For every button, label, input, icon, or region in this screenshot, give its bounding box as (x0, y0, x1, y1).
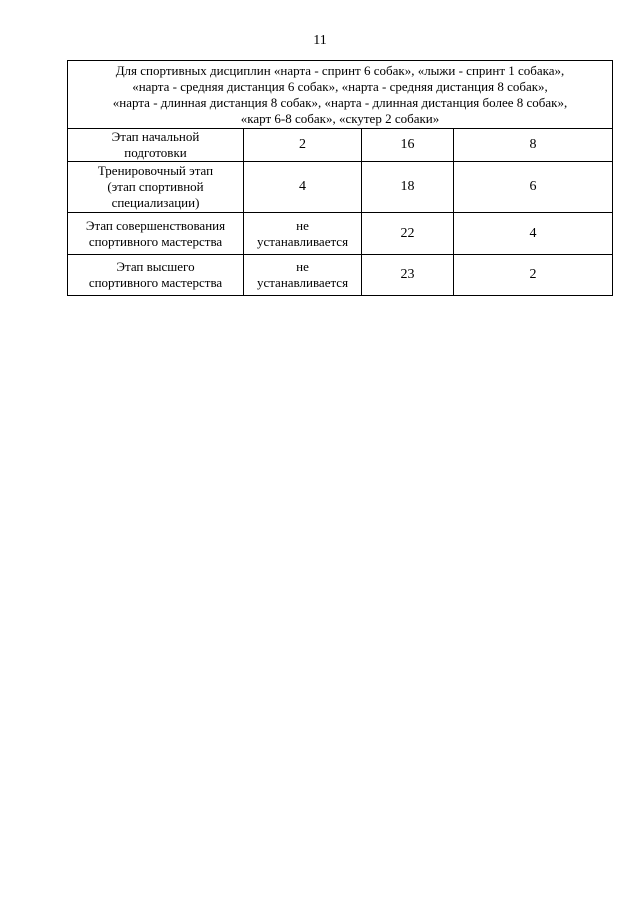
value-cell: 22 (362, 213, 454, 255)
page-number: 11 (313, 33, 327, 48)
stage-line: Этап совершенствования (85, 217, 226, 233)
min-age-cell (244, 162, 362, 213)
value-cell: 4 (454, 213, 613, 255)
table-row (68, 213, 613, 255)
value-cell: 6 (454, 162, 613, 213)
stage-line: специализации) (111, 195, 200, 210)
min-age-cell (244, 255, 362, 296)
min-age-cell (244, 129, 362, 162)
value-cell: 23 (362, 255, 454, 296)
disciplines-header-cell (68, 61, 613, 129)
table-header-row (68, 61, 613, 129)
stage-line: Этап высшего (116, 259, 195, 274)
stage-line: Этап начальной (111, 129, 200, 144)
sport-standards-table (67, 60, 613, 296)
value-cell: 16 (362, 129, 454, 162)
header-line: «карт 6-8 собак», «скутер 2 собаки» (240, 110, 440, 126)
age-line: не (296, 217, 309, 233)
min-age-cell (244, 213, 362, 255)
table-row (68, 129, 613, 162)
table-row (68, 255, 613, 296)
age-line: устанавливается (256, 275, 349, 290)
age-line: 4 (299, 179, 306, 194)
header-line: «нарта - длинная дистанция 8 собак», «нарта - длинная дистанция более 8 собак», (112, 94, 568, 110)
stage-cell (68, 162, 244, 213)
stage-line: (этап спортивной (107, 179, 204, 194)
stage-cell (68, 129, 244, 162)
stage-line: спортивного мастерства (88, 233, 223, 249)
age-line: не (296, 259, 309, 274)
stage-line: Тренировочный этап (97, 163, 214, 178)
stage-cell (68, 255, 244, 296)
value-cell: 2 (454, 255, 613, 296)
value-cell: 8 (454, 129, 613, 162)
table-row (68, 162, 613, 213)
age-line: устанавливается (256, 233, 349, 249)
header-line: Для спортивных дисциплин «нарта - спринт 6 собак», «лыжи - спринт 1 собака», (115, 62, 565, 78)
stage-cell (68, 213, 244, 255)
header-line: «нарта - средняя дистанция 6 собак», «нарта - средняя дистанция 8 собак», (132, 78, 548, 94)
stage-line: спортивного мастерства (88, 275, 223, 290)
age-line: 2 (299, 137, 306, 152)
value-cell: 18 (362, 162, 454, 213)
stage-line: подготовки (124, 145, 187, 160)
